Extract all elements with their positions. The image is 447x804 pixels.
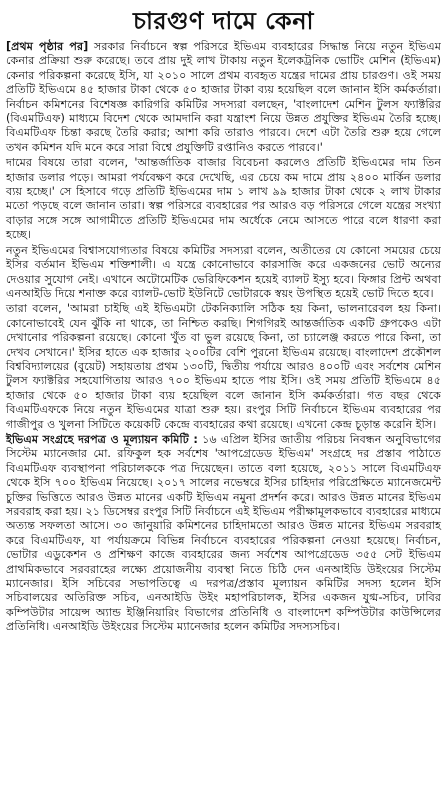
paragraph-text: নতুন ইভিএমের বিশ্বাসযোগ্যতার বিষয়ে কমিটির সদস্যরা বলেন, অতীতের যে কোনো সময়ের চেয়ে ইসির বর্তমান ইভিএম শক্তিশালী। এ যন্ত্রে কোনোভাবে কারসাজি করে একজনের ভোট অন্যের দেওয়ার সুযোগ নেই। এখানে অটোমেটিক ভেরিফিকেশন হয়েই ব্যালট ইস্যু হবে। ফিঙ্গার প্রিন্ট অথবা এনআইডি দিয়ে শনাক্ত করে ব্যালট-ভোট ইউনিটে ভোটারকে স্বয়ং উপস্থিত হয়েই ভোট দিতে হবে। xyxy=(6,243,441,300)
article-paragraph xyxy=(6,302,441,432)
paragraph-text: দামের বিষয়ে তারা বলেন, 'আন্তর্জাতিক বাজার বিবেচনা করলেও প্রতিটি ইভিএমের দাম তিন হাজার ডলার পড়ে। আমরা পর্যবেক্ষণ করে দেখেছি, এর চেয়ে কম দামে প্রায় ২৪০০ মার্কিন ডলার ব্যয় হচ্ছে।' সে হিসাবে গড়ে প্রতিটি ইভিএমের দাম ১ লাখ ৯৯ হাজার টাকা থেকে ২ লাখ টাকার মতো পড়ছে বলে জানান তারা। স্বল্প পরিসরে ব্যবহারের পর আরও বড় পরিসরে গেলে যন্ত্রের সংখ্যা বাড়ার সঙ্গে সঙ্গে আগামীতে প্রতিটি ইভিএমের দাম অর্ধেকে নেমে আসতে পারে বলে ধারণা করা হচ্ছে। xyxy=(6,156,441,242)
article-body xyxy=(6,40,441,635)
article-paragraph xyxy=(6,244,441,302)
paragraph-text: তারা বলেন, 'আমরা চাইছি এই ইভিএমটা টেকনিক্যালি সঠিক হয় কিনা, ভালনারেবল হয় কিনা। কোনোভাবেই যেন ঝুঁকি না থাকে, তা নিশ্চিত করছি। শিগগিরই আন্তর্জাতিক একটি গ্রুপকেও এটা দেখানোর পরিকল্পনা রয়েছে। কোনো খুঁত বা ভুল রয়েছে কিনা, তা চ্যালেঞ্জ করতে পারে কিনা, তা দেখব সেখানে।' ইসির হাতে এক হাজার ২০০টির বেশি পুরনো ইভিএম রয়েছে। বাংলাদেশ প্রকৌশল বিশ্ববিদ্যালয়ের (বুয়েট) সহায়তায় প্রথম ১৩০টি, দ্বিতীয় পর্যায়ে আরও ৪০০টি এবং সর্বশেষ মেশিন টুলস ফ্যাক্টরির সহযোগিতায় আরও ৭০০ ইভিএম হাতে পায় ইসি। ওই সময় প্রতিটি ইভিএমে ৪৫ হাজার থেকে ৫০ হাজার টাকা ব্যয় হয়েছিল বলে জানান ইসি কর্মকর্তারা। গত বছর থেকে বিএমটিএফকে নিয়ে নতুন ইভিএমের যাত্রা শুরু হয়। রংপুর সিটি নির্বাচনে ইভিএম ব্যবহারের পর গাজীপুর ও খুলনা সিটিতে কয়েকটি কেন্দ্রে ব্যবহারের কথা রয়েছে। এখনো কেন্দ্র চূড়ান্ত করেনি ইসি। xyxy=(6,302,441,431)
article-paragraph xyxy=(6,433,441,635)
paragraph-text: ১৬ এপ্রিল ইসির জাতীয় পরিচয় নিবন্ধন অনুবিভাগের সিস্টেম ম্যানেজার মো. রফিকুল হক সর্বশেষ 'আপগ্রেডেড ইভিএম' সংগ্রহে দর প্রস্তাব পাঠাতে বিএমটিএফ ব্যবস্থাপনা পরিচালককে পত্র দিয়েছেন। তাতে বলা হয়েছে, ২০১১ সালে বিএমটিএফ থেকে ইসি ৭০০ ইভিএম নিয়েছে। ২০১৭ সালের নভেম্বরে ইসির চাহিদার পরিপ্রেক্ষিতে ম্যানেজমেন্ট চুক্তির ভিত্তিতে আরও উন্নত মানের একটি ইভিএম নমুনা প্রদর্শন করে। আরও উন্নত মানের ইভিএম সরবরাহ করা হয়। ২১ ডিসেম্বর রংপুর সিটি নির্বাচনে এই ইভিএম পরীক্ষামূলকভাবে ব্যবহারের মাধ্যমে অত্যন্ত সফলতা আসে। ৩০ জানুয়ারি কমিশনের চাহিদামতো আরও উন্নত মানের ইভিএম সরবরাহ করে বিএমটিএফ, যা পর্যায়ক্রমে বিভিন্ন নির্বাচনে ব্যবহারের পরিকল্পনা নেওয়া হয়েছে। নির্বাচন, ভোটার এডুকেশন ও প্রশিক্ষণ কাজে ব্যবহারের জন্য সর্বশেষ আপগ্রেডেড ৩৫৫ সেট ইভিএম প্রাথমিকভাবে সরবরাহের লক্ষ্যে প্রয়োজনীয় ব্যবস্থা নিতে চিঠি দেন এনআইডি উইংয়ের সিস্টেম ম্যানেজার। ইসি সচিবের সভাপতিত্বে এ দরপত্র/প্রস্তাব মূল্যায়ন কমিটির সদস্য হলেন ইসি সচিবালয়ের অতিরিক্ত সচিব, এনআইডি উইং মহাপরিচালক, ইসির একজন যুগ্ম-সচিব, ঢাবির কম্পিউটার সায়েন্স অ্যান্ড ইঞ্জিনিয়ারিং বিভাগের প্রতিনিধি ও বাংলাদেশ কম্পিউটার কাউন্সিলের প্রতিনিধি। এনআইডি উইংয়ের সিস্টেম ম্যানেজার হলেন কমিটির সদস্যসচিব। xyxy=(6,432,441,634)
article-paragraph xyxy=(6,40,441,155)
section-subheading: ইভিএম সংগ্রহে দরপত্র ও মূল্যায়ন কমিটি : xyxy=(6,432,198,446)
paragraph-text: সরকার নির্বাচনে স্বল্প পরিসরে ইভিএম ব্যবহারের সিদ্ধান্ত নিয়ে নতুন ইভিএম কেনার প্রক্রিয়া শুরু করেছে। তবে প্রায় দুই লাখ টাকায় নতুন ইলেকট্রনিক ভোটিং মেশিন (ইভিএম) কেনার পরিকল্পনা করেছে ইসি, যা ২০১০ সালে প্রথম ব্যবহৃত যন্ত্রের দামের প্রায় চারগুণ। ওই সময় প্রতিটি ইভিএমে ৪৫ হাজার টাকা থেকে ৫০ হাজার টাকা ব্যয় হয়েছিল বলে জানান ইসি কর্মকর্তারা। নির্বাচন কমিশনের বিশেষজ্ঞ কারিগরি কমিটির সদস্যরা বলছেন, 'বাংলাদেশ মেশিন টুলস ফ্যাক্টরির (বিএমটিএফ) মাধ্যমে বিদেশ থেকে আমদানি করা যন্ত্রাংশ নিয়ে উন্নত প্রযুক্তির ইভিএম তৈরি হচ্ছে। বিএমটিএফ চিন্তা করছে তৈরি করার; আশা করি তারাও পারবে। দেশে এটা তৈরি শুরু হয়ে গেলে তখন কমিশন যদি মনে করে সারা বিশ্বে প্রযুক্তিটি রপ্তানিও করতে পারবে।' xyxy=(6,40,441,154)
continued-from-tag: [প্রথম পৃষ্ঠার পর] xyxy=(6,40,89,53)
article-paragraph xyxy=(6,156,441,242)
article-headline: চারগুণ দামে কেনা xyxy=(133,7,314,35)
